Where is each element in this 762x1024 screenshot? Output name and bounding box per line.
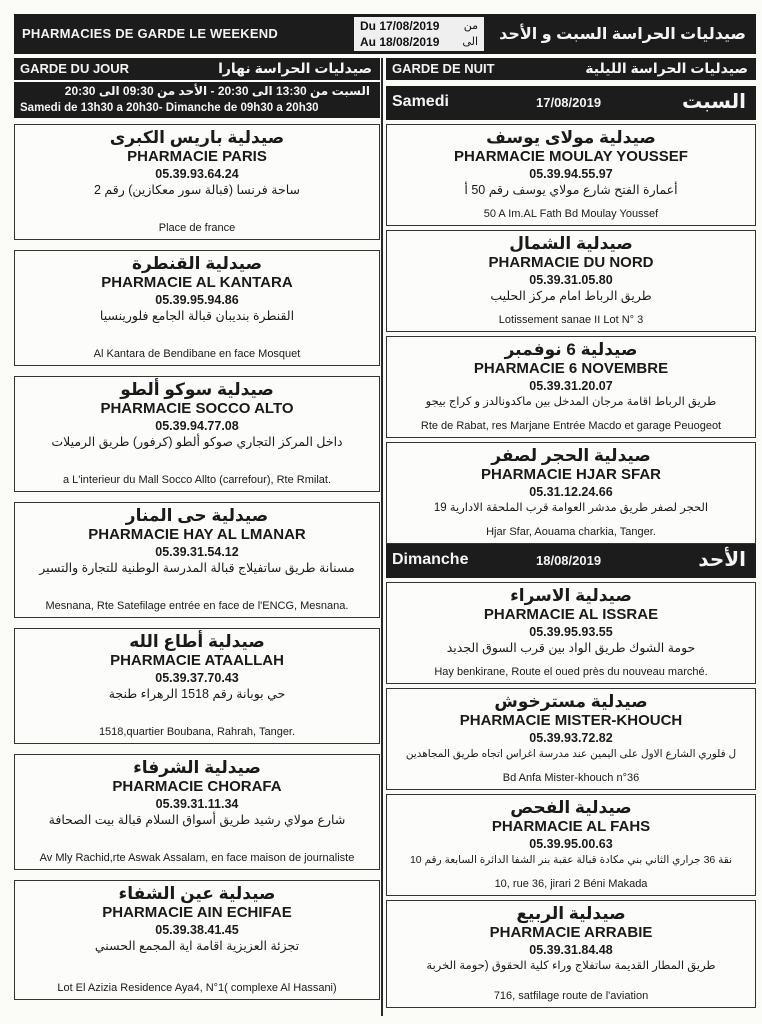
pharmacy-name-fr: PHARMACIE AL FAHS bbox=[491, 818, 651, 835]
day-header-sunday-fr: Dimanche bbox=[392, 551, 469, 568]
pharmacy-name-fr: PHARMACIE SOCCO ALTO bbox=[100, 400, 294, 417]
pharmacy-address-fr: 50 A Im.AL Fath Bd Moulay Youssef bbox=[483, 208, 659, 220]
pharmacy-card-sunday-2 bbox=[386, 688, 756, 790]
column-divider bbox=[381, 58, 383, 1016]
pharmacy-address-fr: Lot El Azizia Residence Aya4, N°1( complexe Al Hassani) bbox=[57, 982, 337, 994]
pharmacy-phone: 05.39.38.41.45 bbox=[155, 923, 239, 937]
pharmacy-address-ar: أعمارة الفتح شارع مولاي يوسف رقم 50 أ bbox=[464, 183, 678, 197]
pharmacy-card-saturday-4 bbox=[386, 442, 756, 544]
day-header-saturday-fr: Samedi bbox=[392, 93, 449, 110]
pharmacy-phone: 05.39.95.93.55 bbox=[529, 625, 613, 639]
day-header-sunday-date: 18/08/2019 bbox=[536, 553, 602, 568]
pharmacy-address-fr: 716, satfilage route de l'aviation bbox=[493, 990, 649, 1002]
pharmacy-phone: 05.39.93.72.82 bbox=[529, 731, 613, 745]
pharmacy-address-ar: طريق الرباط امام مركز الحليب bbox=[490, 289, 652, 303]
day-header-saturday-date: 17/08/2019 bbox=[536, 95, 602, 110]
pharmacy-name-ar: صيدلية الحجر لصفر bbox=[491, 446, 651, 465]
pharmacy-address-ar: تجزئة العزيزية اقامة اية المجمع الحسني bbox=[94, 939, 300, 953]
pharmacy-name-ar: صيدلية الشرفاء bbox=[133, 758, 261, 777]
pharmacy-card-day-7 bbox=[14, 880, 380, 1000]
opening-hours-fr: Samedi de 13h30 a 20h30- Dimanche de 09h30 a 20h30 bbox=[20, 102, 319, 114]
day-header-saturday-ar: السبت bbox=[681, 91, 746, 113]
pharmacy-name-fr: PHARMACIE DU NORD bbox=[488, 254, 654, 271]
pharmacy-address-ar: نقة 36 جراري الثاني بني مكادة قبالة عقبة بنر الشفا الدائرة السابعة رقم 10 bbox=[409, 854, 733, 866]
pharmacy-card-day-1 bbox=[14, 124, 380, 240]
pharmacy-phone: 05.39.31.54.12 bbox=[155, 545, 239, 559]
pharmacy-address-fr: Mesnana, Rte Satefilage entrée en face de l'ENCG, Mesnana. bbox=[45, 600, 349, 612]
pharmacy-name-fr: PHARMACIE AL KANTARA bbox=[101, 274, 293, 291]
date-from: Du 17/08/2019 bbox=[360, 19, 440, 33]
column-header-day-fr: GARDE DU JOUR bbox=[20, 61, 130, 76]
pharmacy-card-sunday-4 bbox=[386, 900, 756, 1008]
column-header-night-ar: صيدليات الحراسة الليلية bbox=[585, 60, 748, 76]
pharmacy-phone: 05.39.37.70.43 bbox=[155, 671, 239, 685]
pharmacy-address-ar: طريق المطار القديمة ساتفلاج وراء كلية الحقوق (حومة الخربة bbox=[426, 960, 716, 972]
column-header-day-ar: صيدليات الحراسة نهارا bbox=[218, 60, 372, 76]
pharmacy-address-ar: طريق الرباط اقامة مرجان المدخل بين ماكدونالدز و كراج بيجو bbox=[425, 396, 717, 408]
pharmacy-name-fr: PHARMACIE MOULAY YOUSSEF bbox=[454, 148, 688, 165]
pharmacy-address-ar: مسنانة طريق ساتفيلاج قبالة المدرسة الوطنية للتجارة والتسير bbox=[39, 561, 355, 575]
pharmacy-address-ar: ل فلوري الشارع الاول على اليمين عند مدرسة اغراس اتجاه طريق المجاهدين bbox=[405, 748, 737, 760]
pharmacy-phone: 05.39.31.20.07 bbox=[529, 379, 613, 393]
pharmacy-name-fr: PHARMACIE 6 NOVEMBRE bbox=[473, 360, 669, 377]
column-header-day bbox=[14, 58, 380, 80]
pharmacy-address-ar: حومة الشوك طريق الواد بين قرب السوق الجديد bbox=[446, 641, 696, 655]
pharmacy-address-ar: داخل المركز التجاري صوكو ألطو (كرفور) طريق الرميلات bbox=[51, 435, 343, 449]
pharmacy-card-sunday-3 bbox=[386, 794, 756, 896]
pharmacy-phone: 05.39.95.00.63 bbox=[529, 837, 613, 851]
pharmacy-name-ar: صيدلية سوكو ألطو bbox=[120, 380, 274, 399]
pharmacy-card-day-3 bbox=[14, 376, 380, 492]
pharmacy-address-fr: Al Kantara de Bendibane en face Mosquet bbox=[93, 348, 301, 360]
pharmacy-card-saturday-3 bbox=[386, 336, 756, 438]
pharmacy-address-ar: حي بوبانة رقم 1518 الرهراء طنجة bbox=[108, 687, 286, 701]
pharmacy-address-ar: القنطرة بنديبان قبالة الجامع فلورينسيا bbox=[99, 309, 295, 323]
title-ar: صيدليات الحراسة السبت و الأحد bbox=[499, 26, 746, 43]
pharmacy-address-fr: a L'interieur du Mall Socco Allto (carrefour), Rte Rmilat. bbox=[62, 474, 332, 486]
date-to: Au 18/08/2019 bbox=[360, 35, 440, 49]
pharmacy-name-fr: PHARMACIE CHORAFA bbox=[112, 778, 282, 795]
date-to-ar: الى bbox=[462, 36, 478, 48]
pharmacy-address-fr: Hjar Sfar, Aouama charkia, Tanger. bbox=[486, 526, 656, 538]
pharmacy-address-fr: 1518,quartier Boubana, Rahrah, Tanger. bbox=[98, 726, 296, 738]
pharmacy-name-fr: PHARMACIE PARIS bbox=[127, 148, 267, 165]
pharmacy-address-fr: 10, rue 36, jirari 2 Béni Makada bbox=[494, 878, 648, 890]
pharmacy-name-ar: صيدلية الشمال bbox=[509, 234, 633, 253]
pharmacy-phone: 05.39.93.64.24 bbox=[155, 167, 239, 181]
pharmacy-phone: 05.39.31.11.34 bbox=[155, 797, 239, 811]
pharmacy-name-ar: صيدلية الفحص bbox=[510, 798, 632, 817]
day-header-sunday-ar: الأحد bbox=[698, 549, 746, 571]
opening-hours bbox=[14, 82, 380, 118]
pharmacy-address-fr: Av Mly Rachid,rte Aswak Assalam, en face maison de journaliste bbox=[39, 852, 355, 864]
pharmacy-name-ar: صيدلية مسترخوش bbox=[494, 692, 648, 711]
pharmacy-card-sunday-1 bbox=[386, 582, 756, 684]
date-range bbox=[354, 17, 484, 51]
pharmacy-name-ar: صيدلية القنطرة bbox=[131, 254, 263, 273]
title-fr: PHARMACIES DE GARDE LE WEEKEND bbox=[22, 26, 278, 41]
column-header-night bbox=[386, 58, 756, 80]
pharmacy-address-fr: Hay benkirane, Route el oued près du nouveau marché. bbox=[434, 666, 708, 678]
pharmacy-phone: 05.39.31.05.80 bbox=[529, 273, 613, 287]
pharmacy-card-day-6 bbox=[14, 754, 380, 870]
pharmacy-card-day-4 bbox=[14, 502, 380, 618]
pharmacy-address-ar: ساحة فرنسا (قبالة سور معكازين) رقم 2 bbox=[94, 183, 300, 197]
pharmacy-name-fr: PHARMACIE ARRABIE bbox=[489, 924, 653, 941]
column-header-night-fr: GARDE DE NUIT bbox=[392, 61, 495, 76]
pharmacy-name-fr: PHARMACIE ATAALLAH bbox=[110, 652, 284, 669]
pharmacy-address-fr: Bd Anfa Mister-khouch n°36 bbox=[502, 772, 640, 784]
pharmacy-name-ar: صيدلية أطاع الله bbox=[129, 632, 265, 651]
pharmacy-name-fr: PHARMACIE MISTER-KHOUCH bbox=[459, 712, 683, 729]
pharmacy-phone: 05.39.94.77.08 bbox=[155, 419, 239, 433]
pharmacy-name-ar: صيدلية الربيع bbox=[516, 904, 626, 923]
pharmacy-name-ar: صيدلية مولاى يوسف bbox=[486, 128, 656, 147]
pharmacy-address-ar: الحجر لصفر طريق مدشر العوامة قرب الملحقة الادارية 19 bbox=[433, 502, 709, 514]
pharmacy-address-fr: Place de france bbox=[158, 222, 236, 234]
day-header-sunday bbox=[386, 544, 756, 578]
pharmacy-phone: 05.31.12.24.66 bbox=[529, 485, 613, 499]
pharmacy-name-ar: صيدلية عين الشفاء bbox=[118, 884, 276, 903]
pharmacy-phone: 05.39.95.94.86 bbox=[155, 293, 239, 307]
date-from-ar: من bbox=[463, 20, 478, 32]
pharmacy-name-ar: صيدلية حى المنار bbox=[125, 506, 269, 525]
pharmacy-card-day-5 bbox=[14, 628, 380, 744]
pharmacy-address-fr: Rte de Rabat, res Marjane Entrée Macdo et garage Peuogeot bbox=[420, 420, 722, 432]
pharmacy-card-saturday-2 bbox=[386, 230, 756, 332]
opening-hours-ar: السبت من 13:30 الى 20:30 - الأحد من 09:30 الى 20:30 bbox=[64, 84, 370, 98]
pharmacy-name-fr: PHARMACIE AIN ECHIFAE bbox=[102, 904, 292, 921]
pharmacy-address-fr: Lotissement sanae II Lot N° 3 bbox=[498, 314, 644, 326]
pharmacy-name-fr: PHARMACIE HJAR SFAR bbox=[480, 466, 661, 483]
pharmacy-phone: 05.39.94.55.97 bbox=[529, 167, 613, 181]
pharmacy-card-saturday-1 bbox=[386, 124, 756, 226]
pharmacy-name-ar: صيدلية 6 نوفمبر bbox=[504, 340, 638, 359]
day-header-saturday bbox=[386, 86, 756, 120]
pharmacy-name-ar: صيدلية باريس الكبرى bbox=[109, 128, 285, 147]
pharmacy-name-fr: PHARMACIE AL ISSRAE bbox=[483, 606, 659, 623]
pharmacy-card-day-2 bbox=[14, 250, 380, 366]
pharmacy-name-fr: PHARMACIE HAY AL LMANAR bbox=[88, 526, 306, 543]
title-band bbox=[14, 14, 756, 54]
pharmacy-address-ar: شارع مولاي رشيد طريق أسواق السلام قبالة بيت الصحافة bbox=[48, 813, 346, 827]
pharmacy-name-ar: صيدلية الاسراء bbox=[510, 586, 632, 605]
pharmacy-phone: 05.39.31.84.48 bbox=[529, 943, 613, 957]
